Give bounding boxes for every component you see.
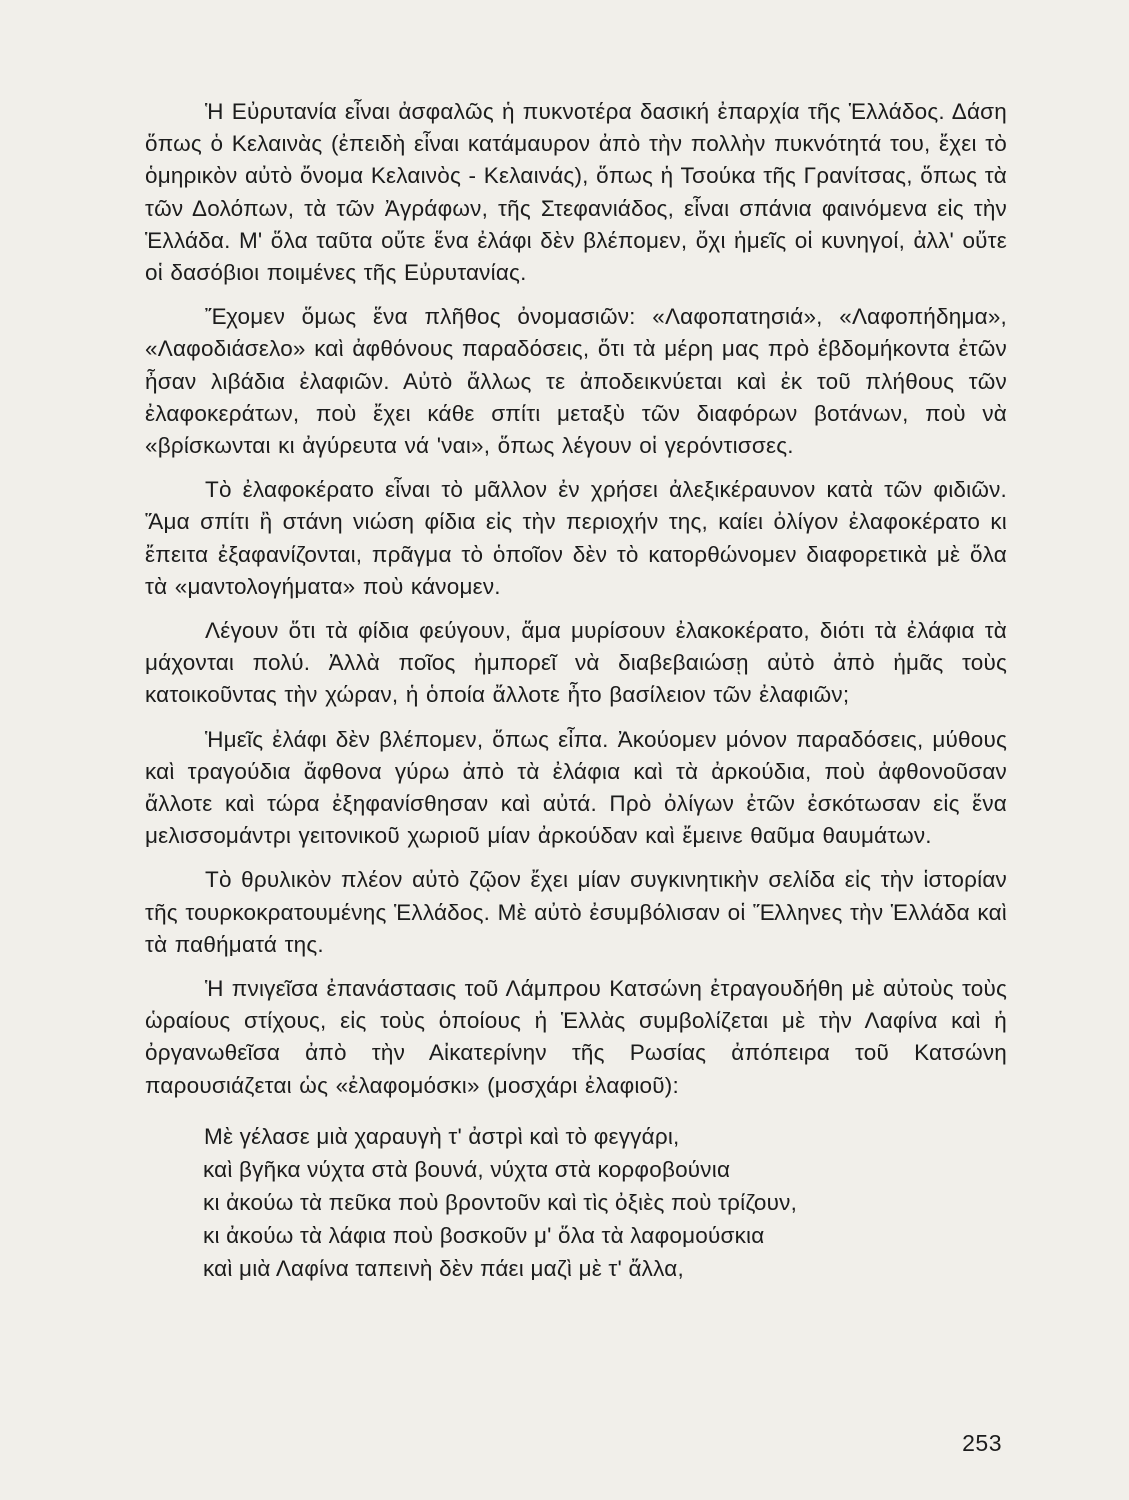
- paragraph-2: Ἔχομεν ὅμως ἕνα πλῆθος ὀνομασιῶν: «Λαφοπατησιά», «Λαφοπήδημα», «Λαφοδιάσελο» καὶ ἀφθόνους παραδόσεις, ὅτι τὰ μέρη μας πρὸ ἑβδομήκοντα ἐτῶν ἦσαν λιβάδια ἐλαφιῶν. Αὐτὸ ἄλλως τε ἀποδεικνύεται καὶ ἐκ τοῦ πλήθους τῶν ἐλαφοκεράτων, ποὺ ἔχει κάθε σπίτι μεταξὺ τῶν διαφόρων βοτάνων, ποὺ νὰ «βρίσκωνται κι ἀγύρευτα νά 'ναι», ὅπως λέγουν οἱ γερόντισσες.: [145, 304, 1007, 459]
- page-number: 253: [962, 1430, 1002, 1456]
- verse-line-2: καὶ βγῆκα νύχτα στὰ βουνά, νύχτα στὰ κορφοβούνια: [203, 1156, 731, 1182]
- verse-line-3: κι ἀκούω τὰ πεῦκα ποὺ βροντοῦν καὶ τὶς ὀξιὲς ποὺ τρίζουν,: [203, 1189, 798, 1215]
- verse-line-1: Μὲ γέλασε μιὰ χαραυγὴ τ' ἀστρὶ καὶ τὸ φεγγάρι,: [204, 1123, 680, 1149]
- paragraph-3: Τὸ ἐλαφοκέρατο εἶναι τὸ μᾶλλον ἐν χρήσει ἀλεξικέραυνον κατὰ τῶν φιδιῶν. Ἅμα σπίτι ἢ στάνη νιώση φίδια εἰς τὴν περιοχήν της, καίει ὀλίγον ἐλαφοκέρατο κι ἔπειτα ἐξαφανίζονται, πρᾶγμα τὸ ὁποῖον δὲν τὸ κατορθώνομεν διαφορετικὰ μὲ ὅλα τὰ «μαντολογήματα» ποὺ κάνομεν.: [145, 477, 1007, 599]
- poem-verse: [145, 1120, 1007, 1285]
- page-body-text: [145, 96, 1007, 1285]
- paragraph-7: Ἡ πνιγεῖσα ἐπανάστασις τοῦ Λάμπρου Κατσώνη ἐτραγουδήθη μὲ αὐτοὺς τοὺς ὡραίους στίχους, εἰς τοὺς ὁποίους ἡ Ἑλλὰς συμβολίζεται μὲ τὴν Λαφίνα καὶ ἡ ὀργανωθεῖσα ἀπὸ τὴν Αἰκατερίνην τῆς Ρωσίας ἀπόπειρα τοῦ Κατσώνη παρουσιάζεται ὡς «ἐλαφομόσκι» (μοσχάρι ἐλαφιοῦ):: [145, 976, 1007, 1098]
- paragraph-5: Ἡμεῖς ἐλάφι δὲν βλέπομεν, ὅπως εἶπα. Ἀκούομεν μόνον παραδόσεις, μύθους καὶ τραγούδια ἄφθονα γύρω ἀπὸ τὰ ἐλάφια καὶ τὰ ἀρκούδια, ποὺ ἀφθονοῦσαν ἄλλοτε καὶ τώρα ἐξηφανίσθησαν καὶ αὐτά. Πρὸ ὀλίγων ἐτῶν ἐσκότωσαν εἰς ἕνα μελισσομάντρι γειτονικοῦ χωριοῦ μίαν ἀρκούδαν καὶ ἔμεινε θαῦμα θαυμάτων.: [145, 726, 1007, 849]
- paragraph-4: Λέγουν ὅτι τὰ φίδια φεύγουν, ἅμα μυρίσουν ἐλακοκέρατο, διότι τὰ ἐλάφια τὰ μάχονται πολύ. Ἀλλὰ ποῖος ἠμπορεῖ νὰ διαβεβαιώσῃ αὐτὸ ἀπὸ ἡμᾶς τοὺς κατοικοῦντας τὴν χώραν, ἡ ὁποία ἄλλοτε ἦτο βασίλειον τῶν ἐλαφιῶν;: [145, 618, 1007, 708]
- paragraph-1: Ἡ Εὐρυτανία εἶναι ἀσφαλῶς ἡ πυκνοτέρα δασική ἐπαρχία τῆς Ἑλλάδος. Δάση ὅπως ὁ Κελαινὰς (ἐπειδὴ εἶναι κατάμαυρον ἀπὸ τὴν πολλὴν πυκνότητά του, ἔχει τὸ ὁμηρικὸν αὐτὸ ὄνομα Κελαινὸς - Κελαινάς), ὅπως ἡ Τσούκα τῆς Γρανίτσας, ὅπως τὰ τῶν Δολόπων, τὰ τῶν Ἀγράφων, τῆς Στεφανιάδος, εἶναι σπάνια φαινόμενα εἰς τὴν Ἑλλάδα. Μ' ὅλα ταῦτα οὔτε ἕνα ἐλάφι δὲν βλέπομεν, ὄχι ἡμεῖς οἱ κυνηγοί, ἀλλ' οὔτε οἱ δασόβιοι ποιμένες τῆς Εὐρυτανίας.: [145, 99, 1007, 286]
- paragraph-6: Τὸ θρυλικὸν πλέον αὐτὸ ζῷον ἔχει μίαν συγκινητικὴν σελίδα εἰς τὴν ἱστορίαν τῆς τουρκοκρατουμένης Ἑλλάδος. Μὲ αὐτὸ ἐσυμβόλισαν οἱ Ἕλληνες τὴν Ἑλλάδα καὶ τὰ παθήματά της.: [145, 867, 1007, 957]
- verse-line-4: κι ἀκούω τὰ λάφια ποὺ βοσκοῦν μ' ὅλα τὰ λαφομούσκια: [203, 1222, 765, 1248]
- verse-line-5: καὶ μιὰ Λαφίνα ταπεινὴ δὲν πάει μαζὶ μὲ τ' ἄλλα,: [203, 1255, 684, 1281]
